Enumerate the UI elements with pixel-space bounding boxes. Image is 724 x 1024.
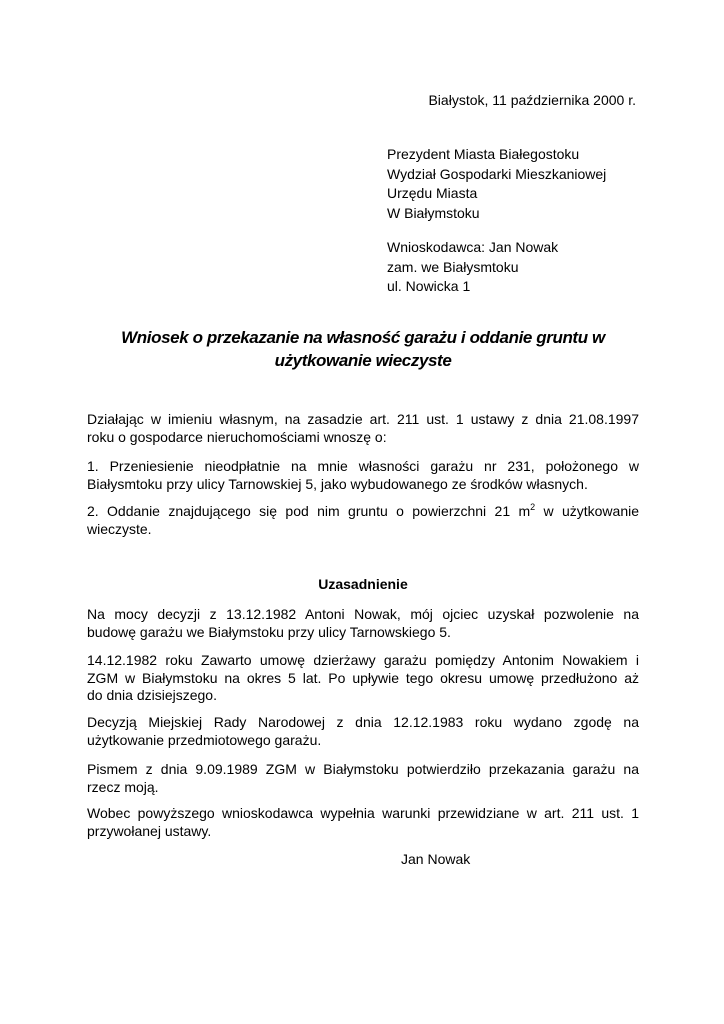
applicant-line: zam. we Białysmtoku xyxy=(387,258,519,275)
paragraph-line: 1. Przeniesienie nieodpłatnie na mnie własności garażu nr 231, położonego w xyxy=(87,458,639,474)
item2-text-before: 2. Oddanie znajdującego się pod nim gruntu o powierzchni 21 m xyxy=(87,503,531,519)
paragraph-line: do dnia dzisiejszego. xyxy=(87,687,217,703)
paragraph-line: Wobec powyższego wnioskodawca wypełnia warunki przewidziane w art. 211 ust. 1 xyxy=(87,805,639,821)
justification-paragraph xyxy=(87,714,639,749)
recipient-line: Wydział Gospodarki Mieszkaniowej xyxy=(387,165,607,182)
recipient-line: Prezydent Miasta Białegostoku xyxy=(387,146,580,162)
applicant-line: Wnioskodawca: Jan Nowak xyxy=(387,239,559,255)
document-title xyxy=(87,326,639,372)
title-line: użytkowanie wieczyste xyxy=(274,351,452,370)
justification-heading: Uzasadnienie xyxy=(318,576,408,592)
request-item-1 xyxy=(87,458,639,493)
title-line: Wniosek o przekazanie na własność garażu i oddanie gruntu w xyxy=(121,328,605,347)
recipient-line: Urzędu Miasta xyxy=(387,185,478,201)
item2-text-after: w użytkowanie xyxy=(535,503,640,519)
paragraph-line: Na mocy decyzji z 13.12.1982 Antoni Nowak, mój ojciec uzyskał pozwolenie na xyxy=(87,606,639,622)
paragraph-line: wieczyste. xyxy=(87,520,152,537)
applicant-address xyxy=(387,238,558,297)
superscript-2: 2 xyxy=(530,502,536,512)
paragraph-line xyxy=(87,503,639,521)
recipient-line: W Białymstoku xyxy=(387,204,480,221)
paragraph-line: Pismem z dnia 9.09.1989 ZGM w Białymstoku potwierdziło przekazania garażu na xyxy=(87,761,639,777)
recipient-address xyxy=(387,145,606,223)
request-intro xyxy=(87,411,639,446)
date-line: Białystok, 11 października 2000 r. xyxy=(428,92,636,108)
paragraph-line: Białysmtoku przy ulicy Tarnowskiej 5, jako wybudowanego ze środków własnych. xyxy=(87,475,588,492)
paragraph-line: użytkowanie przedmiotowego garażu. xyxy=(87,731,322,748)
paragraph-line: roku o gospodarce nieruchomościami wnoszę o: xyxy=(87,428,387,445)
paragraph-line: Decyzją Miejskiej Rady Narodowej z dnia 12.12.1983 roku wydano zgodę na xyxy=(87,714,639,730)
justification-paragraph xyxy=(87,805,639,840)
signature-name: Jan Nowak xyxy=(401,851,471,867)
applicant-line: ul. Nowicka 1 xyxy=(387,278,471,294)
paragraph-line: przywołanej ustawy. xyxy=(87,822,212,839)
justification-paragraph xyxy=(87,652,639,705)
paragraph-line: rzecz moją. xyxy=(87,778,159,795)
justification-paragraph xyxy=(87,761,639,796)
paragraph-line: 14.12.1982 roku Zawarto umowę dzierżawy garażu pomiędzy Antonim Nowakiem i xyxy=(87,652,639,668)
paragraph-line: budowę garażu we Białymstoku przy ulicy Tarnowskiego 5. xyxy=(87,623,451,640)
request-item-2 xyxy=(87,503,639,538)
justification-paragraph xyxy=(87,606,639,641)
paragraph-line: ZGM w Białymstoku na okres 5 lat. Po upływie tego okresu umowę przedłużono aż xyxy=(87,669,639,686)
paragraph-line: Działając w imieniu własnym, na zasadzie art. 211 ust. 1 ustawy z dnia 21.08.1997 xyxy=(87,411,639,427)
